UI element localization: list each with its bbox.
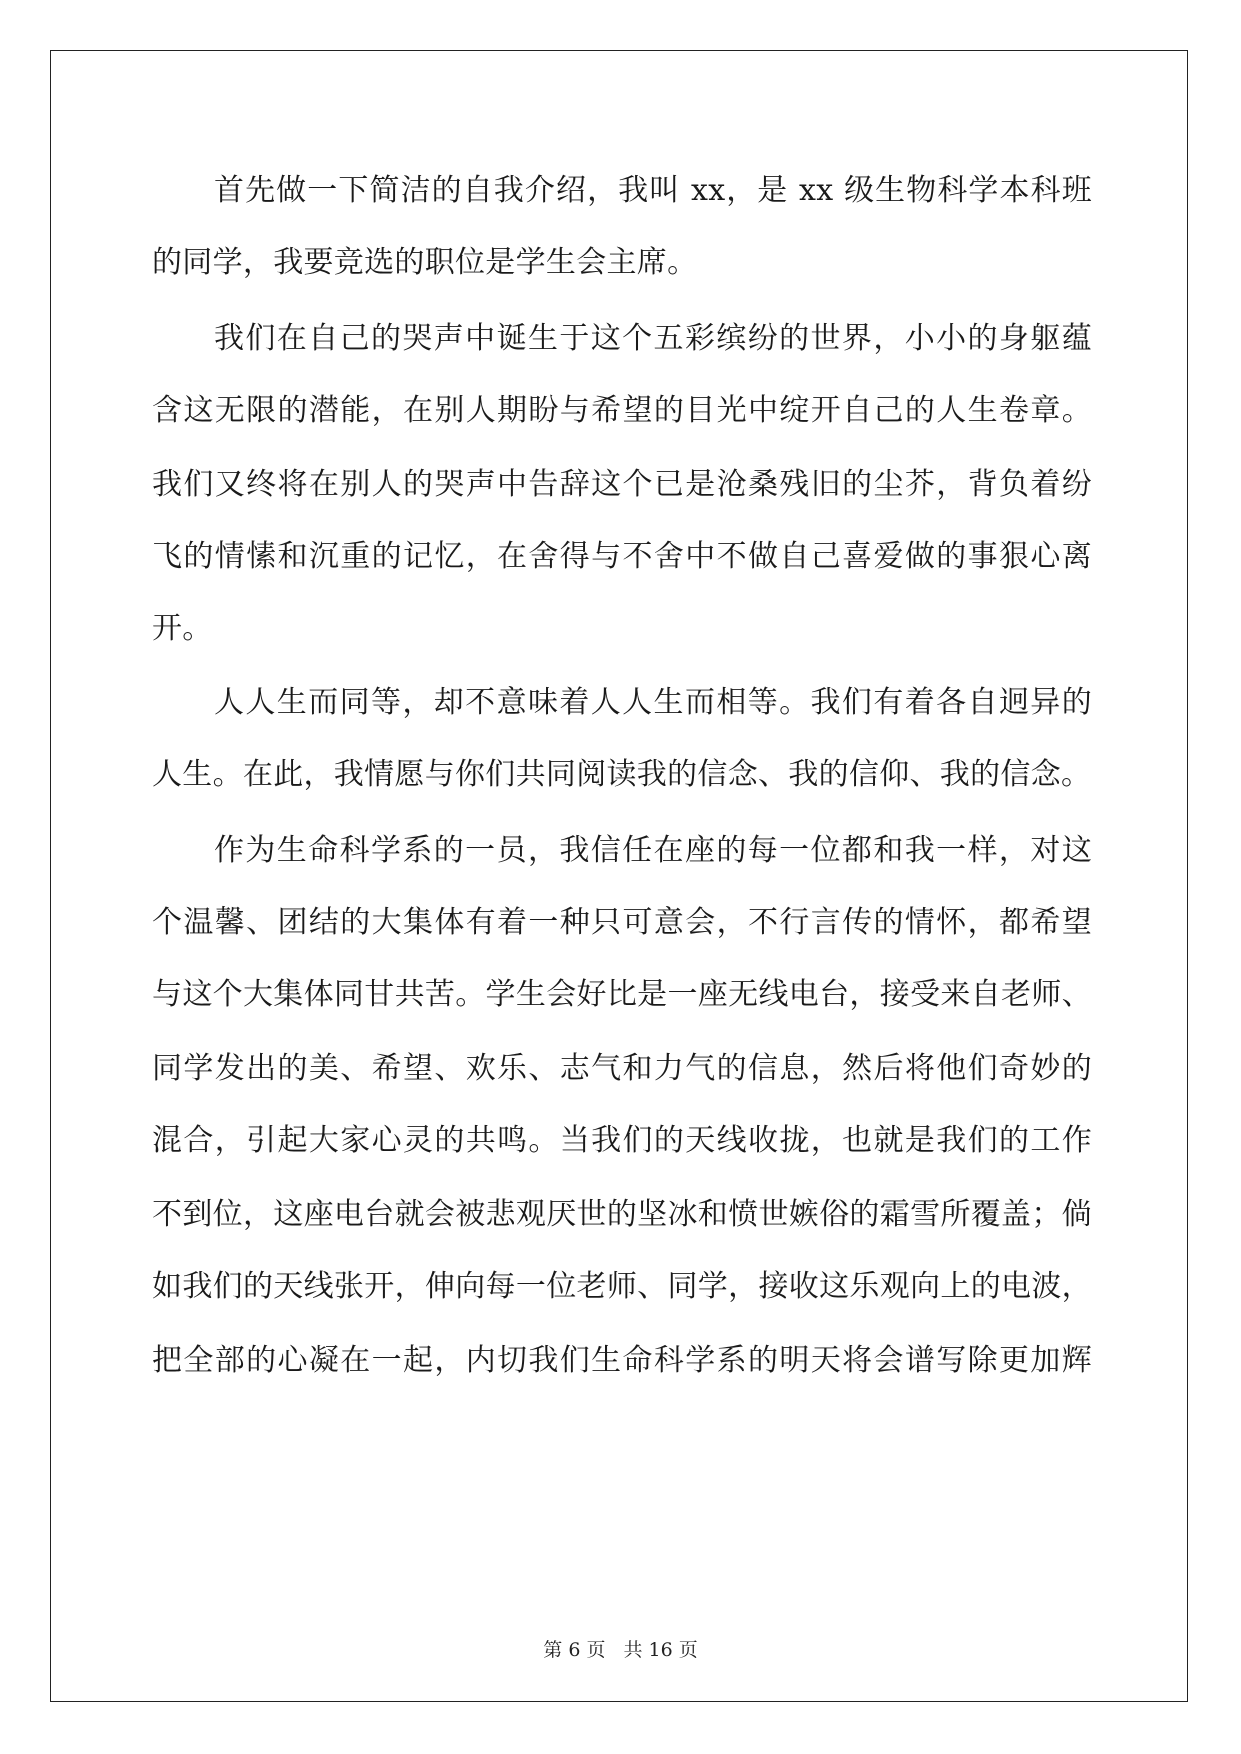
text-line: 与这个大集体同甘共苦。学生会好比是一座无线电台，接受来自老师、 [152, 977, 1092, 1012]
text-line: 我们又终将在别人的哭声中告辞这个已是沧桑残旧的尘芥，背负着纷 [152, 467, 1092, 502]
text-line: 开。 [152, 611, 213, 646]
text-line: 如我们的天线张开，伸向每一位老师、同学，接收这乐观向上的电波， [152, 1269, 1092, 1304]
text-line: 飞的情愫和沉重的记忆，在舍得与不舍中不做自己喜爱做的事狠心离 [152, 539, 1092, 574]
text-line: 作为生命科学系的一员，我信任在座的每一位都和我一样，对这 [214, 833, 1092, 868]
page-footer [0, 1638, 1241, 1662]
page-border [50, 50, 1188, 1702]
text-line: 混合，引起大家心灵的共鸣。当我们的天线收拢，也就是我们的工作 [152, 1123, 1092, 1158]
text-line: 的同学，我要竞选的职位是学生会主席。 [152, 245, 698, 280]
text-line: 同学发出的美、希望、欢乐、志气和力气的信息，然后将他们奇妙的 [152, 1051, 1092, 1086]
text-line: 把全部的心凝在一起，内切我们生命科学系的明天将会谱写除更加辉 [152, 1343, 1092, 1378]
text-line: 含这无限的潜能，在别人期盼与希望的目光中绽开自己的人生卷章。 [152, 393, 1092, 428]
text-line: 我们在自己的哭声中诞生于这个五彩缤纷的世界，小小的身躯蕴 [214, 321, 1092, 356]
text-line: 个温馨、团结的大集体有着一种只可意会，不行言传的情怀，都希望 [152, 905, 1092, 940]
text-line: 人生。在此，我情愿与你们共同阅读我的信念、我的信仰、我的信念。 [152, 757, 1092, 792]
text-line: 人人生而同等，却不意味着人人生而相等。我们有着各自迥异的 [214, 685, 1092, 720]
text-line: 不到位，这座电台就会被悲观厌世的坚冰和愤世嫉俗的霜雪所覆盖；倘 [152, 1197, 1092, 1232]
text-line: 首先做一下简洁的自我介绍，我叫 xx，是 xx 级生物科学本科班 [214, 173, 1092, 208]
page-number: 第 6 页 [543, 1639, 606, 1661]
page-total: 共 16 页 [623, 1639, 698, 1661]
